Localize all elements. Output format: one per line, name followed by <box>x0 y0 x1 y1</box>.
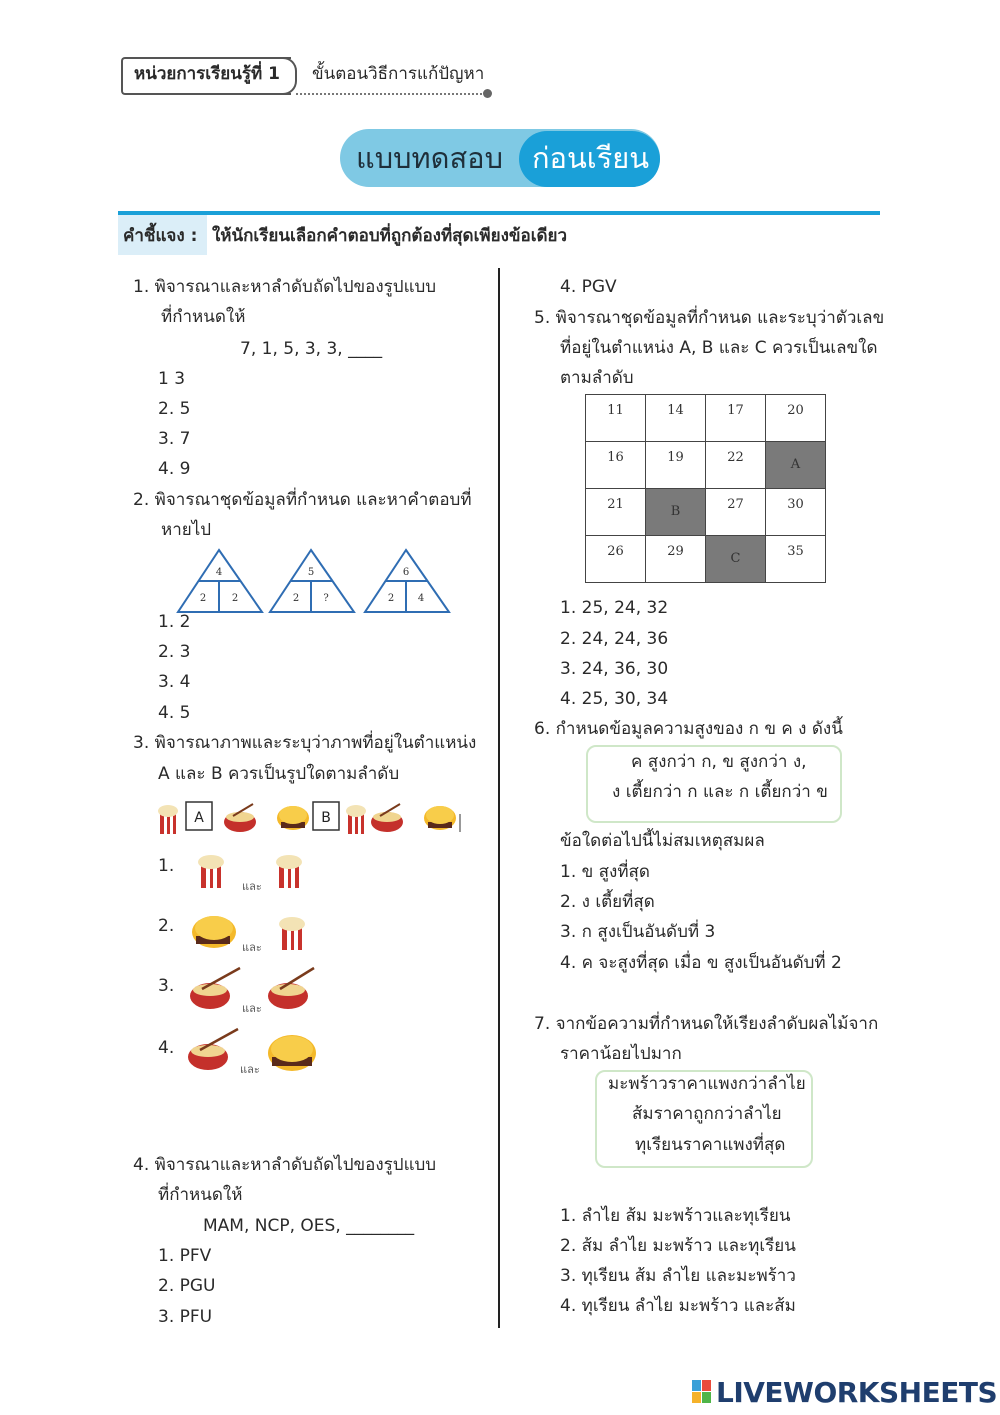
dotted-line <box>296 93 486 95</box>
q2-line1: 2. พิจารณาชุดข้อมูลที่กำหนด และหาคำตอบที่ <box>133 490 472 510</box>
and-word: และ <box>242 880 262 893</box>
q2-line2: หายไป <box>161 520 212 540</box>
q6-box-line2: ง เตี้ยกว่า ก และ ก เตี้ยกว่า ข <box>612 782 828 802</box>
q4-option[interactable]: 3. PFU <box>158 1307 213 1327</box>
and-word: และ <box>242 1002 262 1015</box>
grid-cell: 20 <box>766 395 826 442</box>
grid-cell: 26 <box>586 536 646 583</box>
liveworksheets-logo[interactable]: LIVEWORKSHEETS <box>716 1376 998 1409</box>
grid-cell-a: A <box>766 442 826 489</box>
q2-option[interactable]: 4. 5 <box>158 703 191 723</box>
q7-box-line1: มะพร้าวราคาแพงกว่าลำไย <box>608 1074 806 1094</box>
grid-cell: 21 <box>586 489 646 536</box>
triangle-2 <box>270 550 354 612</box>
q7-line1: 7. จากข้อความที่กำหนดให้เรียงลำดับผลไม้จาก <box>534 1014 879 1034</box>
popcorn-icon <box>198 855 224 888</box>
instruction-label: คำชี้แจง : <box>123 226 198 246</box>
triangle-1 <box>178 550 262 612</box>
tri1-right: 2 <box>231 593 239 604</box>
q6-option[interactable]: 4. ค จะสูงที่สุด เมื่อ ข สูงเป็นอันดับที่ 2 <box>560 953 842 973</box>
q4-line2: ที่กำหนดให้ <box>158 1185 243 1205</box>
tri3-right: 4 <box>417 593 425 604</box>
q5-number-grid <box>585 394 826 583</box>
q7-option[interactable]: 4. ทุเรียน ลำไย มะพร้าว และส้ม <box>560 1296 796 1316</box>
and-word: และ <box>240 1063 260 1076</box>
noodle-bowl-icon <box>190 968 240 1009</box>
q1-line2: ที่กำหนดให้ <box>161 307 246 327</box>
q5-option[interactable]: 4. 25, 30, 34 <box>560 689 669 709</box>
q4-option[interactable]: 1. PFV <box>158 1246 212 1266</box>
q4-option[interactable]: 2. PGU <box>158 1276 216 1296</box>
q2-option[interactable]: 1. 2 <box>158 612 191 632</box>
q7-option[interactable]: 1. ลำไย ส้ม มะพร้าวและทุเรียน <box>560 1206 791 1226</box>
cake-icon <box>268 1035 316 1071</box>
q3-option[interactable]: 2. <box>158 916 175 936</box>
triangle-figures <box>176 548 456 614</box>
grid-cell: 30 <box>766 489 826 536</box>
tri2-right: ? <box>323 593 329 604</box>
grid-cell: 14 <box>646 395 706 442</box>
q4-line1: 4. พิจารณาและหาลำดับถัดไปของรูปแบบ <box>133 1155 437 1175</box>
q5-option[interactable]: 2. 24, 24, 36 <box>560 629 669 649</box>
cake-icon <box>192 916 236 948</box>
q5-option[interactable]: 3. 24, 36, 30 <box>560 659 669 679</box>
title-part2: ก่อนเรียน <box>532 141 650 175</box>
liveworksheets-icon <box>692 1380 712 1404</box>
tri3-top: 6 <box>402 567 410 578</box>
grid-cell-b: B <box>646 489 706 536</box>
unit-topic: ขั้นตอนวิธีการแก้ปัญหา <box>312 64 485 84</box>
box-b-label: B <box>321 810 331 826</box>
q7-box-line3: ทุเรียนราคาแพงที่สุด <box>635 1135 786 1155</box>
q3-option[interactable]: 4. <box>158 1038 175 1058</box>
q3-option[interactable]: 3. <box>158 976 175 996</box>
q2-option[interactable]: 3. 4 <box>158 672 191 692</box>
grid-cell: 22 <box>706 442 766 489</box>
unit-label: หน่วยการเรียนรู้ที่ 1 <box>134 64 280 84</box>
cake-icon <box>424 806 456 830</box>
grid-cell: 16 <box>586 442 646 489</box>
q7-option[interactable]: 2. ส้ม ลำไย มะพร้าว และทุเรียน <box>560 1236 796 1256</box>
grid-cell: 29 <box>646 536 706 583</box>
tri1-left: 2 <box>199 593 207 604</box>
grid-cell: 11 <box>586 395 646 442</box>
q7-line2: ราคาน้อยไปมาก <box>560 1044 682 1064</box>
q6-question: ข้อใดต่อไปนี้ไม่สมเหตุสมผล <box>560 831 765 851</box>
q5-line2: ที่อยู่ในตำแหน่ง A, B และ C ควรเป็นเลขใด <box>560 338 878 358</box>
grid-cell: 27 <box>706 489 766 536</box>
q4-option[interactable]: 4. PGV <box>560 277 617 297</box>
unit-tab-end <box>283 57 297 95</box>
q4-sequence: MAM, NCP, OES, ________ <box>203 1216 415 1236</box>
q3-option[interactable]: 1. <box>158 856 175 876</box>
q6-line1: 6. กำหนดข้อมูลความสูงของ ก ข ค ง ดังนี้ <box>534 719 843 739</box>
q2-option[interactable]: 2. 3 <box>158 642 191 662</box>
q5-line3: ตามลำดับ <box>560 368 634 388</box>
q1-sequence: 7, 1, 5, 3, 3, ____ <box>240 339 383 359</box>
q6-option[interactable]: 1. ข สูงที่สุด <box>560 862 650 882</box>
grid-cell: 35 <box>766 536 826 583</box>
title-part1: แบบทดสอบ <box>356 141 503 175</box>
tri1-top: 4 <box>215 567 223 578</box>
q7-box-line2: ส้มราคาถูกกว่าลำไย <box>632 1104 782 1124</box>
noodle-bowl-icon <box>371 804 403 832</box>
q5-line1: 5. พิจารณาชุดข้อมูลที่กำหนด และระบุว่าตัวเลข <box>534 308 885 328</box>
grid-cell: 17 <box>706 395 766 442</box>
q1-option[interactable]: 3. 7 <box>158 429 191 449</box>
cake-icon <box>277 806 309 830</box>
q3-pattern-row <box>155 798 465 838</box>
noodle-bowl-icon <box>268 968 314 1009</box>
popcorn-icon <box>279 917 305 950</box>
q7-option[interactable]: 3. ทุเรียน ส้ม ลำไย และมะพร้าว <box>560 1266 796 1286</box>
tri2-top: 5 <box>307 567 315 578</box>
blue-rule <box>118 211 880 215</box>
q6-option[interactable]: 2. ง เตี้ยที่สุด <box>560 892 655 912</box>
grid-cell-c: C <box>706 536 766 583</box>
popcorn-icon <box>158 805 178 834</box>
q6-box-line1: ค สูงกว่า ก, ข สูงกว่า ง, <box>631 752 807 772</box>
q5-option[interactable]: 1. 25, 24, 32 <box>560 598 669 618</box>
q1-option[interactable]: 2. 5 <box>158 399 191 419</box>
and-word: และ <box>242 941 262 954</box>
popcorn-icon <box>346 805 366 834</box>
q6-option[interactable]: 3. ก สูงเป็นอันดับที่ 3 <box>560 922 716 942</box>
tri3-left: 2 <box>387 593 395 604</box>
q1-line1: 1. พิจารณาและหาลำดับถัดไปของรูปแบบ <box>133 277 437 297</box>
tri2-left: 2 <box>292 593 300 604</box>
q3-line1: 3. พิจารณาภาพและระบุว่าภาพที่อยู่ในตำแหน่ง <box>133 733 477 753</box>
column-divider <box>498 268 500 1328</box>
noodle-bowl-icon <box>224 804 256 832</box>
popcorn-icon <box>276 855 302 888</box>
triangle-3 <box>365 550 449 612</box>
noodle-bowl-icon <box>188 1029 238 1070</box>
grid-cell: 19 <box>646 442 706 489</box>
q3-line2: A และ B ควรเป็นรูปใดตามลำดับ <box>158 764 400 784</box>
dot-end <box>483 89 492 98</box>
q1-option[interactable]: 4. 9 <box>158 459 191 479</box>
box-a-label: A <box>194 810 204 826</box>
instruction-text: ให้นักเรียนเลือกคำตอบที่ถูกต้องที่สุดเพียงข้อเดียว <box>212 226 568 246</box>
q1-option[interactable]: 1 3 <box>158 369 186 389</box>
